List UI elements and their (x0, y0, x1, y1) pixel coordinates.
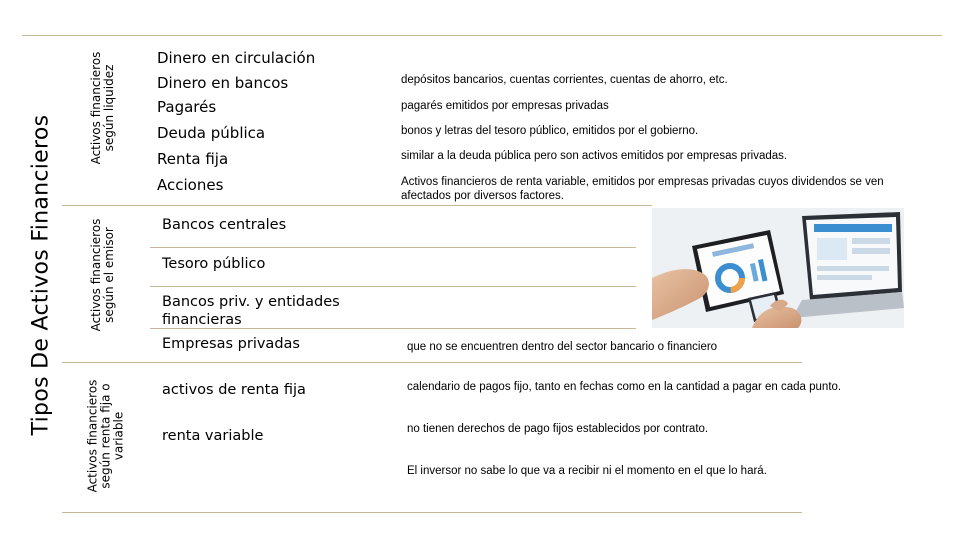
group-title-liquidez: Activos financieros según liquidez (89, 51, 116, 165)
group-title-emisor: Activos financieros según el emisor (89, 218, 116, 332)
item-pagares: Pagarés (157, 98, 217, 116)
desc-activos-renta-fija: calendario de pagos fijo, tanto en fechas como en la cantidad a pagar en cada punto. (407, 381, 842, 393)
desc-pagares: pagarés emitidos por empresas privadas (401, 100, 609, 112)
desc-renta-variable: no tienen derechos de pago fijos establecidos por contrato. (407, 423, 709, 435)
emisor-rule-2 (150, 286, 636, 287)
group-title-renta: Activos financieros según renta fija o variable (85, 379, 126, 493)
desc-acciones: Activos financieros de renta variable, emitidos por empresas privadas cuyos dividendos se ven afectados por diversos factores. (401, 176, 884, 202)
main-title: Tipos De Activos Financieros (28, 114, 54, 436)
tablet-photo (652, 208, 904, 328)
top-rule (22, 35, 942, 36)
item-tesoro-publico: Tesoro público (162, 256, 266, 272)
desc-renta-fija: similar a la deuda pública pero son activos emitidos por empresas privadas. (401, 150, 788, 162)
desc-dinero-bancos: depósitos bancarios, cuentas corrientes, cuentas de ahorro, etc. (401, 74, 728, 86)
item-dinero-bancos: Dinero en bancos (157, 74, 289, 92)
item-renta-fija: Renta fija (157, 150, 229, 168)
item-bancos-privados: Bancos priv. y entidades financieras (162, 294, 340, 328)
item-deuda-publica: Deuda pública (157, 124, 266, 142)
emisor-rule-1 (150, 247, 636, 248)
item-bancos-centrales: Bancos centrales (162, 217, 287, 233)
group1-bottom-rule (62, 205, 652, 206)
desc-renta-variable-2: El inversor no sabe lo que va a recibir ni el momento en el que lo hará. (407, 465, 767, 477)
group2-bottom-rule (62, 362, 802, 363)
tablet-photo-illustration (652, 208, 904, 328)
item-dinero-circulacion: Dinero en circulación (157, 49, 316, 67)
item-acciones: Acciones (157, 176, 224, 194)
item-renta-variable: renta variable (162, 428, 264, 444)
item-activos-renta-fija: activos de renta fija (162, 382, 306, 398)
bottom-rule (62, 512, 802, 513)
desc-deuda-publica: bonos y letras del tesoro público, emitidos por el gobierno. (401, 125, 699, 137)
desc-empresas-privadas: que no se encuentren dentro del sector bancario o financiero (407, 341, 718, 353)
item-empresas-privadas: Empresas privadas (162, 336, 300, 352)
